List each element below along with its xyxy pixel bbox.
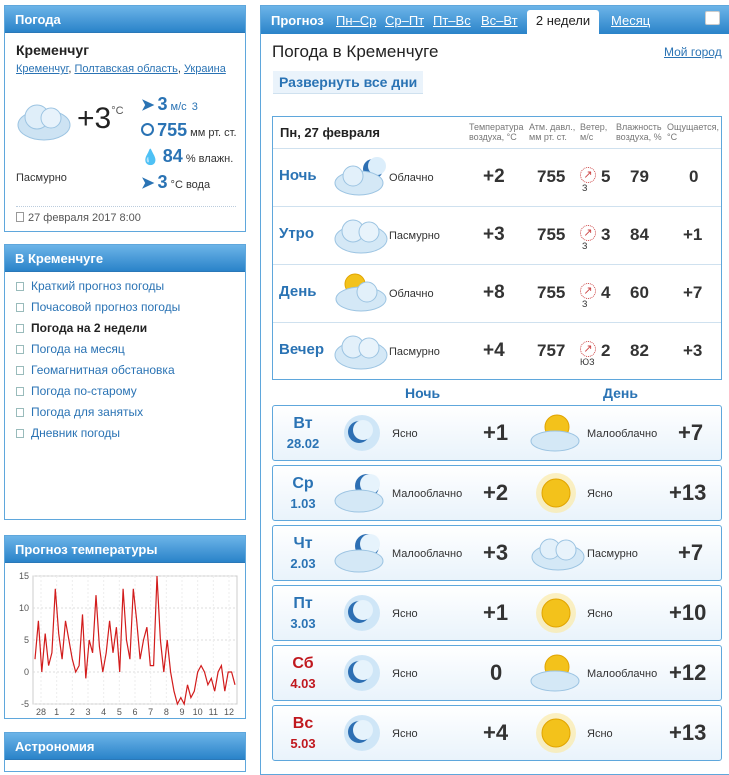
day-card-sat[interactable] <box>272 645 722 701</box>
bullet-icon <box>16 408 24 417</box>
print-icon[interactable] <box>705 11 720 25</box>
overcast-icon <box>331 327 391 375</box>
wind-dir: З <box>582 241 588 251</box>
temp-chart <box>5 564 245 719</box>
sun-icon <box>533 590 579 636</box>
day-desc: Ясно <box>587 488 613 500</box>
col-feels: Ощущается, °С <box>667 122 720 142</box>
night-temp: +1 <box>483 600 509 625</box>
humidity-unit: % влажн. <box>185 153 234 165</box>
day-desc: Пасмурно <box>587 548 638 560</box>
pressure-now <box>141 120 237 141</box>
period-pressure: 755 <box>537 283 566 302</box>
water-arrow-icon: ➤ <box>141 175 155 192</box>
tab-wed-fri[interactable]: Ср–Пт <box>385 13 425 28</box>
astronomy-panel <box>4 732 246 772</box>
wind-unit: м/с <box>170 101 187 113</box>
period-wind: 5 <box>601 167 611 186</box>
period-temp: +2 <box>483 166 505 187</box>
wind-now <box>141 94 198 115</box>
day-name: Пт <box>293 595 313 612</box>
period-humidity: 82 <box>630 341 649 360</box>
day-desc: Малооблачно <box>587 428 658 440</box>
wind-dir: ЮЗ <box>580 357 595 367</box>
wind-dir: З <box>582 299 588 309</box>
wind-dir-icon: ↗ <box>580 225 596 241</box>
expand-all-button[interactable]: Развернуть все дни <box>273 71 423 94</box>
nav-item-hourly[interactable] <box>16 300 180 314</box>
day-date: 5.03 <box>290 736 316 751</box>
current-temp-value: +3 <box>77 102 112 135</box>
clock-icon <box>141 123 154 136</box>
clear-night-icon <box>339 410 385 456</box>
day-card-thu[interactable] <box>272 525 722 581</box>
night-temp: +4 <box>483 720 509 745</box>
period-temp: +3 <box>483 224 505 245</box>
chart-xtick-label: 12 <box>223 707 235 717</box>
night-temp: +3 <box>483 540 509 565</box>
chart-xtick-label: 10 <box>192 707 203 717</box>
city-name: Кременчуг <box>16 42 90 58</box>
link-city[interactable]: Кременчуг <box>16 63 69 75</box>
link-region[interactable]: Полтавская область <box>74 63 178 75</box>
night-column-header: Ночь <box>405 385 441 401</box>
day-date: 3.03 <box>290 616 316 631</box>
day-temp: +12 <box>669 660 707 685</box>
tab-forecast[interactable]: Прогноз <box>271 13 324 28</box>
weather-now-panel <box>4 5 246 232</box>
day-temp: +10 <box>669 600 707 625</box>
bullet-icon <box>16 324 24 333</box>
night-desc: Ясно <box>392 668 418 680</box>
day-temp: +13 <box>669 720 707 745</box>
page-title: Погода в Кременчуге <box>272 42 439 61</box>
wind-dir-icon: ↗ <box>580 341 596 357</box>
astronomy-header: Астрономия <box>5 733 245 760</box>
day-card-fri[interactable] <box>272 585 722 641</box>
weather-now-header: Погода <box>5 6 245 33</box>
bullet-icon <box>16 366 24 375</box>
chart-ytick-label: 5 <box>23 635 29 645</box>
cloudy-sun-icon <box>331 269 391 317</box>
day-name: Ср <box>292 475 314 492</box>
day-date: 4.03 <box>290 676 316 691</box>
col-wind: Ветер, м/с <box>580 122 608 142</box>
tab-2weeks[interactable]: 2 недели <box>527 10 599 34</box>
period-pressure: 755 <box>537 167 566 186</box>
chart-ytick-label: 10 <box>18 603 29 613</box>
day-temp: +7 <box>678 540 704 565</box>
period-wind: 4 <box>601 283 611 302</box>
partly-cloudy-sun-icon <box>529 649 585 697</box>
period-temp: +8 <box>483 282 505 303</box>
day-desc: Ясно <box>587 608 613 620</box>
day-date: 1.03 <box>290 496 316 511</box>
nav-item-old-style[interactable] <box>16 384 137 398</box>
chart-ytick-label: 0 <box>23 667 29 677</box>
day-column-header: День <box>603 385 638 401</box>
day-desc: Ясно <box>587 728 613 740</box>
wind-dir: З <box>582 183 588 193</box>
wind-gust: 3 <box>191 101 198 113</box>
current-temp-unit: °C <box>111 105 124 117</box>
day-name: Сб <box>292 655 314 672</box>
my-city-link[interactable]: Мой город <box>664 45 722 59</box>
day-desc: Малооблачно <box>587 668 658 680</box>
period-humidity: 79 <box>630 167 649 186</box>
chart-xtick-label: 3 <box>85 707 91 717</box>
sun-icon <box>533 710 579 756</box>
tab-fri-sun[interactable]: Пт–Вс <box>433 13 471 28</box>
period-pressure: 755 <box>537 225 566 244</box>
night-desc: Ясно <box>392 728 418 740</box>
today-row-night <box>273 148 721 206</box>
droplet-icon: 💧 <box>141 149 160 166</box>
col-pressure: Атм. давл., мм рт. ст. <box>529 122 576 142</box>
pressure-value: 755 <box>157 120 188 140</box>
wind-dir-icon: ↗ <box>580 167 596 183</box>
nav-item-brief[interactable] <box>16 279 164 293</box>
chart-xtick-label: 7 <box>148 707 154 717</box>
night-temp: +2 <box>483 480 509 505</box>
period-desc: Облачно <box>389 172 434 184</box>
nav-label: Погода на месяц <box>31 342 125 356</box>
today-table <box>272 116 722 380</box>
wind-arrow-icon: ➤ <box>141 97 155 114</box>
nav-item-month[interactable] <box>16 342 125 356</box>
cloudy-night-icon <box>331 153 391 201</box>
humidity-now <box>141 146 233 167</box>
city-nav-panel <box>4 244 246 520</box>
nav-label: Погода для занятых <box>31 405 144 419</box>
bullet-icon <box>16 387 24 396</box>
tab-bar <box>261 6 729 34</box>
link-country[interactable]: Украина <box>183 63 226 75</box>
period-humidity: 84 <box>630 225 649 244</box>
chart-xtick-label: 8 <box>163 707 169 717</box>
period-wind: 2 <box>601 341 611 360</box>
period-label: Утро <box>279 225 315 242</box>
overcast-icon <box>331 211 391 259</box>
water-unit: °C вода <box>170 179 211 191</box>
day-card-tue[interactable] <box>272 405 722 461</box>
wind-value: 3 <box>157 94 168 114</box>
today-row-day <box>273 264 721 322</box>
water-value: 3 <box>157 172 168 192</box>
wind-dir-icon: ↗ <box>580 283 596 299</box>
period-temp: +4 <box>483 340 505 361</box>
clear-night-icon <box>339 650 385 696</box>
sun-icon <box>533 470 579 516</box>
city-nav-header: В Кременчуге <box>5 245 245 272</box>
day-name: Вт <box>293 415 313 432</box>
water-temp-now <box>141 172 210 193</box>
period-feels: +1 <box>683 225 703 244</box>
cloudy-night-icon <box>333 470 389 518</box>
nav-item-busy[interactable] <box>16 405 143 419</box>
day-card-wed[interactable] <box>272 465 722 521</box>
bullet-icon <box>16 303 24 312</box>
tab-month[interactable]: Месяц <box>611 13 651 28</box>
nav-item-2weeks[interactable] <box>16 321 147 335</box>
region-breadcrumb: Кременчуг, Полтавская область, Украина <box>16 63 226 75</box>
chart-xtick-label: 6 <box>132 707 138 717</box>
chart-xtick-label: 28 <box>35 707 47 717</box>
period-pressure: 757 <box>537 341 566 360</box>
updated-line <box>16 206 236 224</box>
period-desc: Пасмурно <box>389 346 440 358</box>
overcast-icon <box>15 98 73 146</box>
chart-xtick-label: 2 <box>69 707 75 717</box>
chart-xtick-label: 11 <box>208 707 219 717</box>
period-label: Ночь <box>279 167 317 184</box>
nav-item-diary[interactable] <box>16 426 120 440</box>
day-card-sun[interactable] <box>272 705 722 761</box>
clear-night-icon <box>339 590 385 636</box>
today-row-evening <box>273 322 721 380</box>
day-temp: +7 <box>678 420 704 445</box>
nav-label: Геомагнитная обстановка <box>31 363 175 377</box>
nav-label: Краткий прогноз погоды <box>31 279 165 293</box>
period-feels: +3 <box>683 341 703 360</box>
chart-ytick-label: -5 <box>20 699 29 709</box>
day-date: 28.02 <box>286 436 320 451</box>
temp-chart-header: Прогноз температуры <box>5 536 245 563</box>
today-row-morning <box>273 206 721 264</box>
col-temp: Температура воздуха, °С <box>469 122 524 142</box>
current-temp <box>77 102 124 136</box>
doc-icon <box>16 212 24 222</box>
tab-mon-wed[interactable]: Пн–Ср <box>336 13 377 28</box>
day-name: Вс <box>292 715 314 732</box>
nav-item-geomagnetic[interactable] <box>16 363 175 377</box>
condition-text: Пасмурно <box>16 172 67 184</box>
partly-cloudy-sun-icon <box>529 409 585 457</box>
period-desc: Пасмурно <box>389 230 440 242</box>
bullet-icon <box>16 282 24 291</box>
chart-ytick-label: 15 <box>18 571 29 581</box>
cloudy-night-icon <box>333 530 389 578</box>
night-desc: Малооблачно <box>392 488 463 500</box>
chart-xtick-label: 5 <box>116 707 122 717</box>
updated-time: 27 февраля 2017 8:00 <box>28 212 141 224</box>
period-label: Вечер <box>279 341 325 358</box>
night-desc: Ясно <box>392 608 418 620</box>
nav-label: Погода по-старому <box>31 384 137 398</box>
day-temp: +13 <box>669 480 707 505</box>
nav-label: Дневник погоды <box>31 426 121 440</box>
nav-label: Почасовой прогноз погоды <box>31 300 181 314</box>
clear-night-icon <box>339 710 385 756</box>
bullet-icon <box>16 345 24 354</box>
chart-xtick-label: 9 <box>179 707 185 717</box>
period-wind: 3 <box>601 225 611 244</box>
night-desc: Ясно <box>392 428 418 440</box>
overcast-icon <box>529 530 587 576</box>
temp-chart-panel <box>4 535 246 719</box>
nav-label: Погода на 2 недели <box>31 321 148 335</box>
night-desc: Малооблачно <box>392 548 463 560</box>
night-temp: +1 <box>483 420 509 445</box>
period-feels: +7 <box>683 283 703 302</box>
night-temp: 0 <box>490 660 503 685</box>
day-name: Чт <box>293 535 313 552</box>
bullet-icon <box>16 429 24 438</box>
humidity-value: 84 <box>162 146 183 166</box>
chart-xtick-label: 4 <box>101 707 107 717</box>
period-feels: 0 <box>689 167 699 186</box>
chart-xtick-label: 1 <box>54 707 60 717</box>
col-humidity: Влажность воздуха, % <box>616 122 662 142</box>
period-label: День <box>279 283 317 300</box>
tab-sun-tue[interactable]: Вс–Вт <box>481 13 518 28</box>
pressure-unit: мм рт. ст. <box>190 127 237 139</box>
day-date: 2.03 <box>290 556 316 571</box>
period-humidity: 60 <box>630 283 649 302</box>
today-date: Пн, 27 февраля <box>280 125 380 140</box>
period-desc: Облачно <box>389 288 434 300</box>
